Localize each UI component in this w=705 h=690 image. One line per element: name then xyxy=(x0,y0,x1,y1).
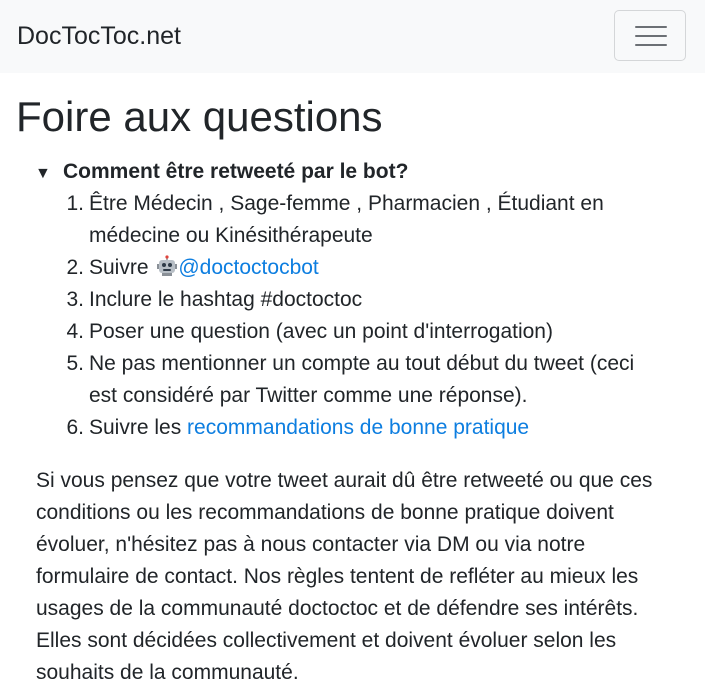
doctoctocbot-link[interactable]: @doctoctocbot xyxy=(178,256,319,279)
list-number: 6. xyxy=(66,416,84,439)
list-text: Poser une question (avec un point d'interrogation) xyxy=(89,320,553,343)
paragraph-line: usages de la communauté doctoctoc et de défendre ses intérêts. xyxy=(36,597,639,620)
faq-question-summary[interactable] xyxy=(33,156,408,190)
recommendations-link[interactable]: recommandations de bonne pratique xyxy=(187,416,530,439)
list-text: Être Médecin , Sage-femme , Pharmacien , Étudiant en xyxy=(89,192,604,215)
list-number: 5. xyxy=(66,352,84,375)
paragraph-line: formulaire de contact. Nos règles tentent de refléter au mieux les xyxy=(36,565,639,588)
faq-question-text: Comment être retweeté par le bot? xyxy=(63,160,409,183)
list-text: Suivre xyxy=(89,256,155,279)
list-number: 2. xyxy=(66,256,84,279)
list-number: 4. xyxy=(66,320,84,343)
paragraph-line: Si vous pensez que votre tweet aurait dû être retweeté ou que ces xyxy=(36,469,653,492)
list-text: médecine ou Kinésithérapeute xyxy=(89,224,373,247)
robot-icon xyxy=(156,255,178,277)
paragraph-line: souhaits de la communauté. xyxy=(36,661,299,684)
list-text: est considéré par Twitter comme une réponse). xyxy=(89,384,528,407)
list-number: 3. xyxy=(66,288,84,311)
list-text: Suivre les xyxy=(89,416,188,439)
page-title: Foire aux questions xyxy=(16,93,383,140)
paragraph-line: conditions ou les recommandations de bonne pratique doivent xyxy=(36,501,614,524)
list-text: Ne pas mentionner un compte au tout début du tweet (ceci xyxy=(89,352,635,375)
info-paragraph xyxy=(36,465,676,689)
list-text: Inclure le hashtag #doctoctoc xyxy=(89,288,363,311)
navbar-toggler-button[interactable] xyxy=(614,10,686,61)
paragraph-line: Elles sont décidées collectivement et doivent évoluer selon les xyxy=(36,629,617,652)
disclosure-triangle-icon: ▼ xyxy=(35,165,51,182)
navbar xyxy=(0,0,705,73)
paragraph-line: évoluer, n'hésitez pas à nous contacter via DM ou via notre xyxy=(36,533,586,556)
list-number: 1. xyxy=(66,192,84,215)
brand-link[interactable]: DocTocToc.net xyxy=(17,22,181,50)
